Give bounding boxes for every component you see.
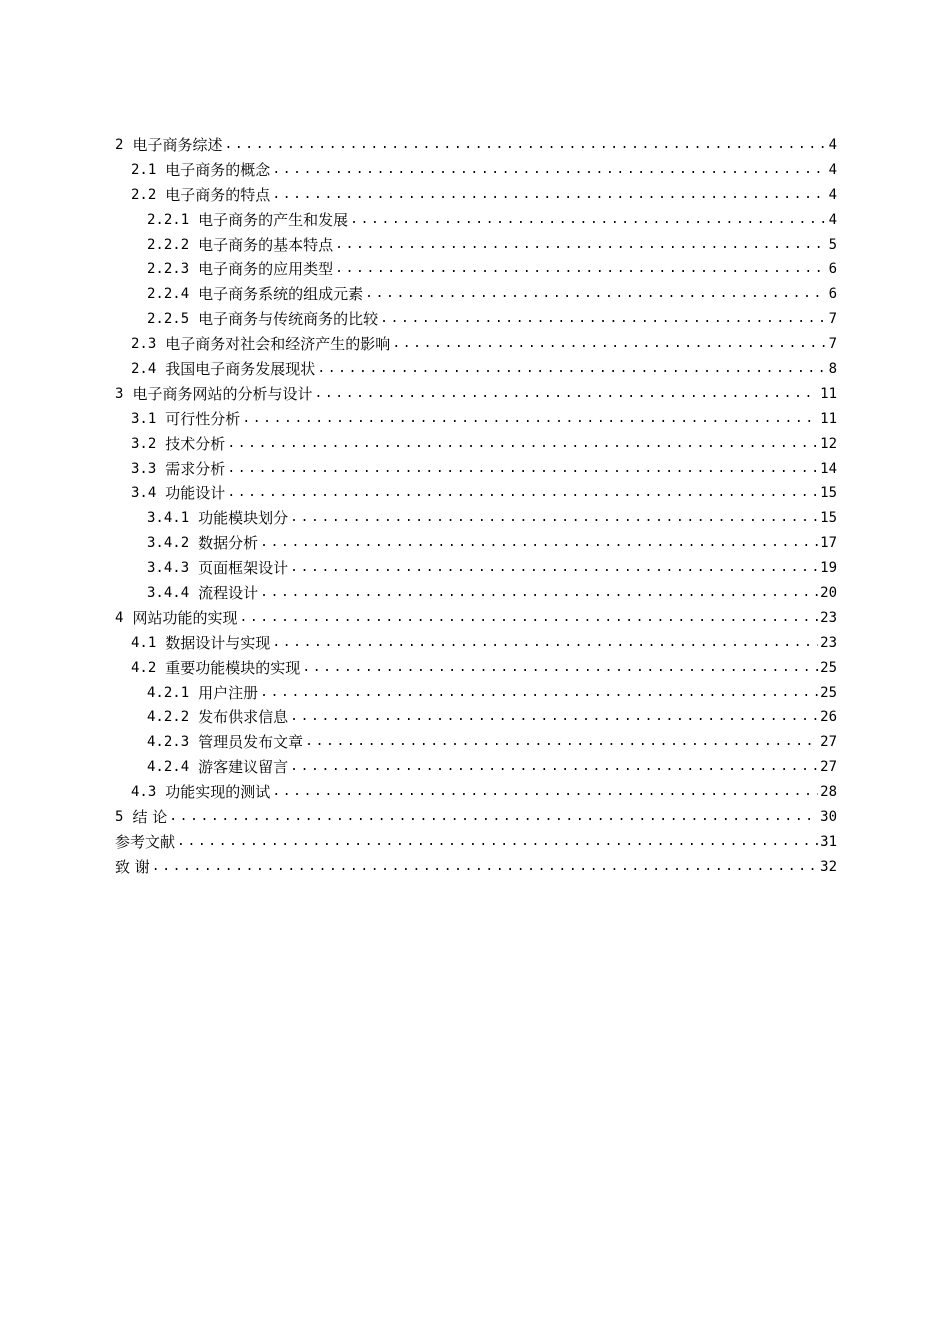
toc-entry[interactable] [115,357,837,382]
toc-entry-title: 技术分析 [165,434,226,453]
toc-entry[interactable] [115,681,837,706]
toc-entry-page: 28 [820,784,837,801]
toc-entry[interactable] [115,457,837,482]
toc-entry-title: 电子商务网站的分析与设计 [132,384,313,403]
toc-entry-page: 23 [820,609,837,626]
toc-entry-number: 5 [115,809,124,826]
toc-entry-page: 25 [820,659,837,676]
toc-entry[interactable] [115,233,837,258]
toc-entry-page: 14 [820,460,837,477]
toc-dot-leader [169,805,818,830]
toc-entry-title: 电子商务综述 [132,135,223,154]
toc-entry-number: 2.2.3 [147,261,190,278]
toc-entry-title: 电子商务对社会和经济产生的影响 [165,335,391,354]
toc-entry-page: 12 [820,435,837,452]
toc-entry-number: 3.2 [131,435,157,452]
toc-entry-title: 结 论 [132,808,168,827]
toc-dot-leader [335,257,826,282]
toc-dot-leader [224,133,826,158]
toc-entry[interactable] [115,830,837,855]
toc-entry[interactable] [115,382,837,407]
toc-entry[interactable] [115,257,837,282]
toc-entry[interactable] [115,581,837,606]
toc-entry-page: 7 [828,336,837,353]
toc-entry-title: 页面框架设计 [198,559,289,578]
toc-entry-title: 功能设计 [165,484,226,503]
toc-dot-leader [392,332,826,357]
toc-entry-title: 电子商务的特点 [165,185,271,204]
toc-entry-number: 4 [115,609,124,626]
toc-entry-title: 重要功能模块的实现 [165,658,301,677]
toc-entry-page: 17 [820,535,837,552]
toc-dot-leader [290,506,818,531]
toc-entry-page: 15 [820,510,837,527]
toc-entry[interactable] [115,631,837,656]
toc-entry[interactable] [115,481,837,506]
toc-dot-leader [260,681,818,706]
toc-dot-leader [290,556,818,581]
toc-entry-page: 15 [820,485,837,502]
toc-dot-leader [260,581,818,606]
toc-entry-title: 功能模块划分 [198,509,289,528]
toc-entry[interactable] [115,805,837,830]
toc-entry-title: 游客建议留言 [198,758,289,777]
toc-dot-leader [227,457,818,482]
toc-entry-number: 3.4.3 [147,560,190,577]
toc-entry-number: 2.2.5 [147,311,190,328]
toc-entry[interactable] [115,307,837,332]
toc-entry-page: 27 [820,759,837,776]
toc-entry-title: 我国电子商务发展现状 [165,360,316,378]
toc-dot-leader [290,705,818,730]
toc-dot-leader [272,158,826,183]
toc-dot-leader [227,481,818,506]
toc-dot-leader [365,282,826,307]
toc-entry-number: 4.2.2 [147,709,190,726]
toc-dot-leader [177,830,818,855]
toc-entry-page: 4 [828,136,837,153]
toc-entry-page: 4 [828,186,837,203]
toc-entry-title: 数据设计与实现 [165,633,271,652]
toc-entry-title: 电子商务与传统商务的比较 [198,310,379,329]
toc-entry-number: 3.1 [131,410,157,427]
toc-dot-leader [260,531,818,556]
toc-entry-title: 致 谢 [115,857,150,876]
toc-entry-title: 电子商务的应用类型 [198,260,334,279]
toc-entry-title: 流程设计 [198,584,259,603]
toc-dot-leader [239,606,818,631]
toc-entry-title: 电子商务系统的组成元素 [198,285,364,304]
toc-entry[interactable] [115,705,837,730]
toc-entry[interactable] [115,531,837,556]
toc-dot-leader [272,631,818,656]
toc-entry-page: 6 [828,261,837,278]
toc-entry-number: 3.4.1 [147,510,190,527]
toc-entry-title: 可行性分析 [165,409,241,428]
toc-entry-title: 电子商务的概念 [165,160,271,179]
toc-dot-leader [305,730,818,755]
toc-entry[interactable] [115,855,837,880]
toc-entry-page: 32 [820,858,837,875]
toc-entry-title: 用户注册 [198,683,259,702]
toc-dot-leader [314,382,818,407]
toc-entry-number: 2.2.2 [147,236,190,253]
toc-entry-number: 4.2.4 [147,759,190,776]
toc-entry[interactable] [115,780,837,805]
toc-entry[interactable] [115,506,837,531]
toc-entry-title: 管理员发布文章 [198,733,304,752]
toc-entry-number: 2.2.1 [147,211,190,228]
toc-dot-leader [290,755,818,780]
toc-entry-number: 4.3 [131,784,157,801]
toc-entry[interactable] [115,332,837,357]
toc-entry-title: 功能实现的测试 [165,783,271,802]
toc-entry-number: 2.2 [131,186,157,203]
toc-entry-page: 31 [820,833,837,850]
toc-dot-leader [317,357,826,382]
toc-dot-leader [152,855,818,880]
toc-entry-page: 4 [828,161,837,178]
toc-entry-number: 3.4 [131,485,157,502]
toc-entry-number: 4.2.3 [147,734,190,751]
toc-entry-number: 4.2.1 [147,684,190,701]
toc-dot-leader [302,656,818,681]
toc-entry[interactable] [115,407,837,432]
toc-dot-leader [272,183,826,208]
toc-entry-number: 4.2 [131,659,157,676]
toc-dot-leader [242,407,818,432]
toc-entry-page: 25 [820,684,837,701]
toc-entry[interactable] [115,133,837,158]
toc-entry-number: 2 [115,136,124,153]
toc-entry-page: 5 [828,236,837,253]
toc-entry-page: 6 [828,286,837,303]
toc-entry[interactable] [115,183,837,208]
toc-entry-page: 11 [820,410,837,427]
toc-entry-number: 2.2.4 [147,286,190,303]
toc-entry[interactable] [115,556,837,581]
toc-entry[interactable] [115,282,837,307]
toc-entry-title: 电子商务的产生和发展 [198,210,349,229]
toc-dot-leader [272,780,818,805]
toc-entry-page: 27 [820,734,837,751]
toc-entry-number: 2.1 [131,161,157,178]
toc-entry[interactable] [115,158,837,183]
toc-entry-number: 3 [115,385,124,402]
toc-entry-title: 网站功能的实现 [132,608,238,627]
toc-entry-page: 19 [820,560,837,577]
toc-entry-page: 4 [828,211,837,228]
toc-entry[interactable] [115,656,837,681]
toc-entry-title: 发布供求信息 [198,708,289,727]
toc-entry[interactable] [115,606,837,631]
toc-entry-title: 需求分析 [165,459,226,478]
toc-entry-number: 3.4.2 [147,535,190,552]
toc-entry-page: 8 [828,361,837,377]
toc-entry-number: 2.3 [131,336,157,353]
toc-entry-number: 2.4 [131,361,157,377]
toc-entry-number: 3.4.4 [147,585,190,602]
toc-entry-title: 数据分析 [198,534,259,553]
toc-entry-page: 7 [828,311,837,328]
toc-entry-page: 30 [820,809,837,826]
toc-entry[interactable] [115,432,837,457]
toc-entry[interactable] [115,755,837,780]
toc-entry-page: 23 [820,634,837,651]
toc-dot-leader [350,208,826,233]
table-of-contents [115,133,837,880]
toc-entry[interactable] [115,208,837,233]
toc-dot-leader [380,307,826,332]
toc-entry[interactable] [115,730,837,755]
toc-dot-leader [335,233,826,258]
toc-entry-number: 3.3 [131,460,157,477]
toc-entry-page: 11 [820,385,837,402]
toc-entry-number: 4.1 [131,634,157,651]
toc-entry-page: 26 [820,709,837,726]
toc-entry-title: 参考文献 [115,832,176,851]
toc-dot-leader [227,432,818,457]
toc-entry-page: 20 [820,585,837,602]
toc-entry-title: 电子商务的基本特点 [198,235,334,254]
